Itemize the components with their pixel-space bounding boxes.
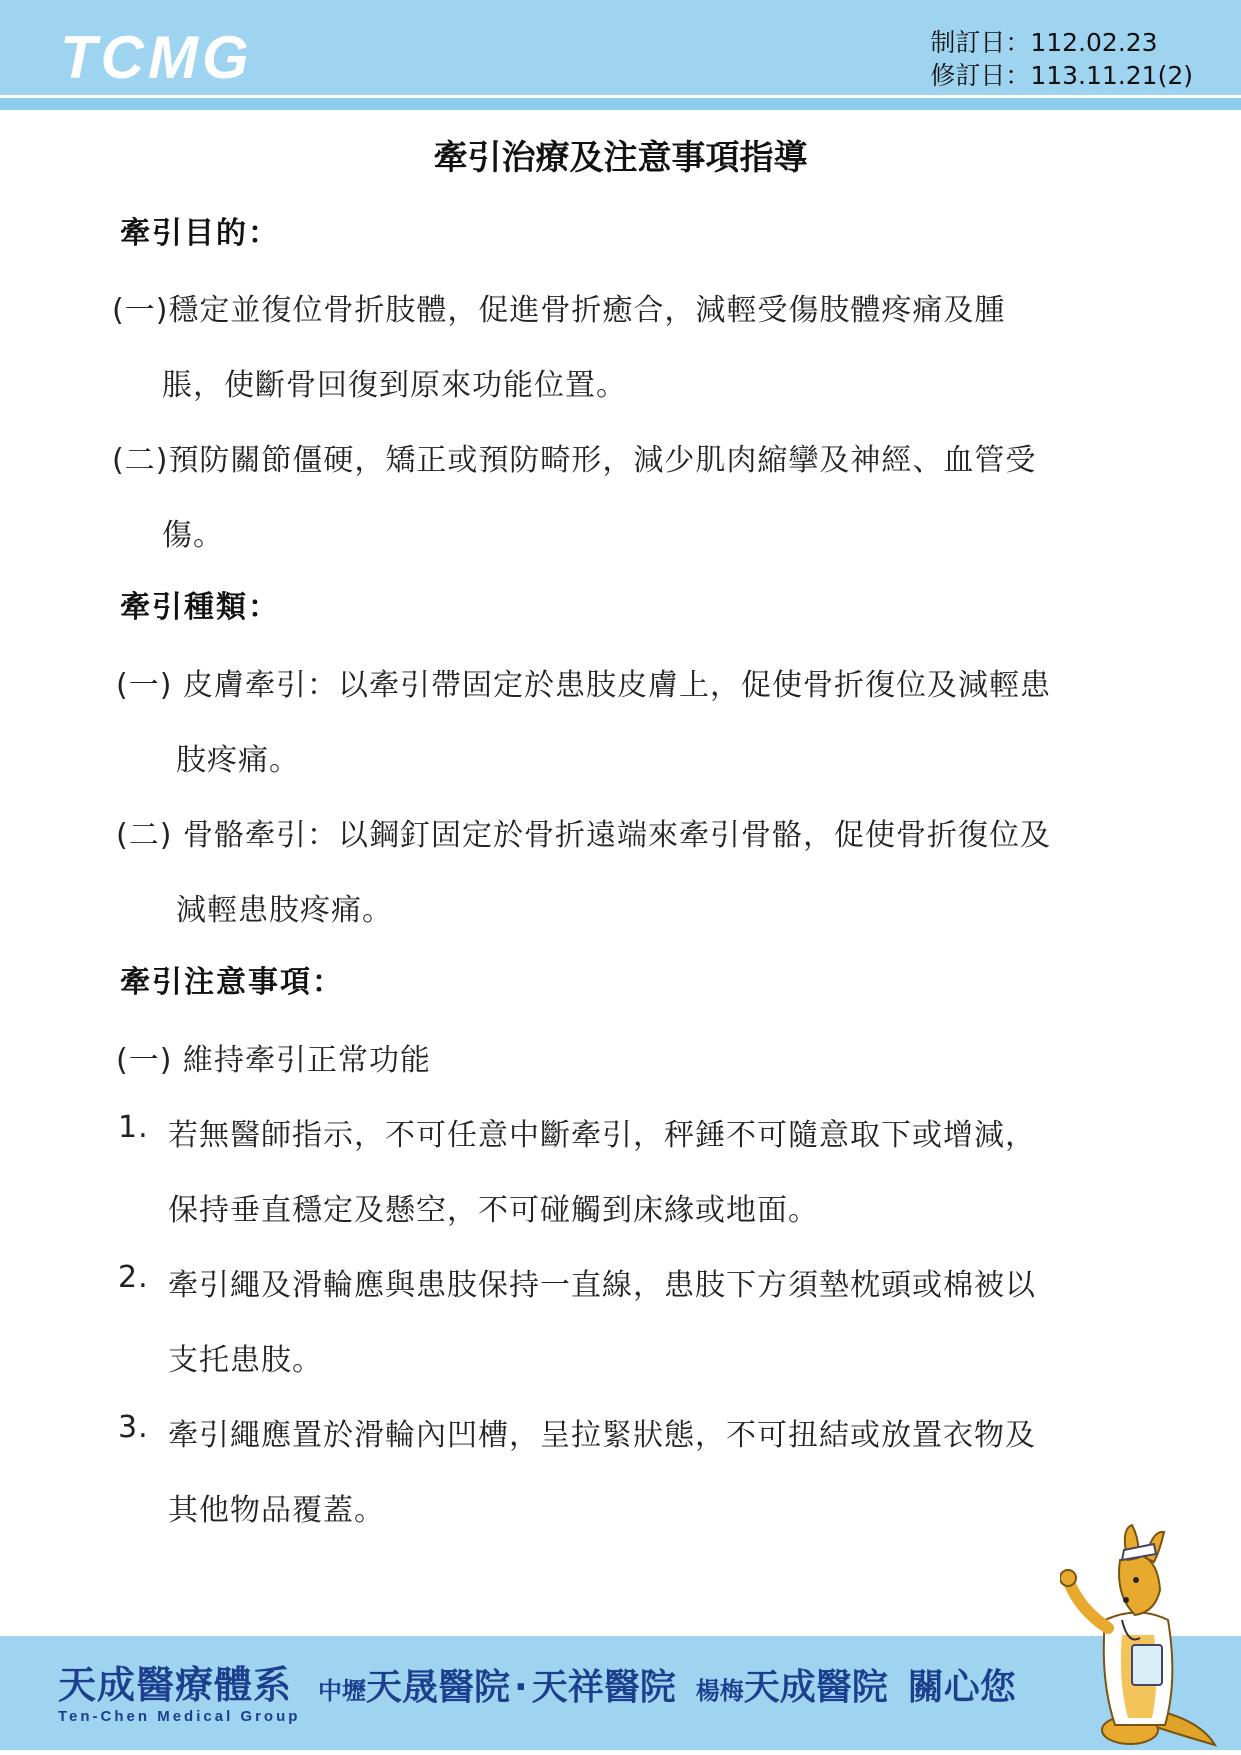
precaution-item-3-line-2: 其他物品覆蓋。 bbox=[168, 1493, 385, 1528]
created-date: 制訂日：112.02.23 bbox=[930, 28, 1158, 57]
types-item-1-text: 皮膚牽引：以牽引帶固定於患肢皮膚上，促使骨折復位及減輕患 bbox=[182, 668, 1051, 703]
tcmg-logo: TCMG bbox=[60, 24, 253, 91]
footer-location-2: 楊梅 bbox=[695, 1677, 744, 1705]
purpose-item-1-line-1 bbox=[112, 285, 1005, 329]
types-item-1-marker: (一) bbox=[116, 668, 173, 703]
footer-separator: · bbox=[514, 1667, 528, 1708]
purpose-item-2-line-2: 傷。 bbox=[162, 518, 224, 553]
purpose-item-1-text: 穩定並復位骨折肢體，促進骨折癒合，減輕受傷肢體疼痛及腫 bbox=[168, 293, 1006, 328]
footer-slogan: 關心您 bbox=[907, 1667, 1016, 1708]
purpose-item-2-marker: (二) bbox=[112, 443, 169, 478]
precaution-item-2-line-1: 牽引繩及滑輪應與患肢保持一直線，患肢下方須墊枕頭或棉被以 bbox=[168, 1268, 1036, 1303]
header-divider bbox=[0, 98, 1241, 110]
precaution-item-1-line-2: 保持垂直穩定及懸空，不可碰觸到床緣或地面。 bbox=[168, 1193, 819, 1228]
footer-hospital-2: 天祥醫院 bbox=[531, 1667, 676, 1708]
precaution-item-1-line-1: 若無醫師指示，不可任意中斷牽引，秤錘不可隨意取下或增減， bbox=[168, 1118, 1036, 1153]
footer-location-1: 中壢 bbox=[318, 1677, 366, 1705]
footer-hospital-1: 天晟醫院 bbox=[366, 1667, 511, 1708]
purpose-item-1-line-2: 脹，使斷骨回復到原來功能位置。 bbox=[162, 368, 627, 403]
types-item-1-line-2: 肢疼痛。 bbox=[176, 743, 300, 778]
footer-brand-english: Ten-Chen Medical Group bbox=[58, 1708, 301, 1725]
types-item-2-text: 骨骼牽引：以鋼釘固定於骨折遠端來牽引骨骼，促使骨折復位及 bbox=[182, 818, 1051, 853]
kangaroo-doctor-mascot-icon bbox=[1060, 1520, 1220, 1750]
precautions-subheading-text: 維持牽引正常功能 bbox=[182, 1043, 431, 1078]
types-item-2-marker: (二) bbox=[116, 818, 173, 853]
types-item-1-line-1 bbox=[116, 660, 1051, 704]
footer-brand: 天成醫療體系 bbox=[58, 1663, 293, 1707]
footer-hospital-3: 天成醫院 bbox=[743, 1667, 888, 1708]
types-item-2-line-2: 減輕患肢疼痛。 bbox=[176, 893, 393, 928]
precautions-subheading bbox=[116, 1035, 431, 1079]
revised-date: 修訂日：113.11.21(2) bbox=[930, 61, 1193, 90]
precaution-item-2-number: 2. bbox=[118, 1260, 149, 1295]
precaution-item-3-number: 3. bbox=[118, 1410, 149, 1445]
precaution-item-3-line-1: 牽引繩應置於滑輪內凹槽，呈拉緊狀態，不可扭結或放置衣物及 bbox=[168, 1418, 1036, 1453]
purpose-item-1-marker: (一) bbox=[112, 293, 169, 328]
precautions-subheading-marker: (一) bbox=[116, 1043, 173, 1078]
footer-brand-group bbox=[58, 1663, 301, 1725]
precaution-item-1-number: 1. bbox=[118, 1110, 149, 1145]
footer-hospitals bbox=[318, 1667, 1016, 1708]
revision-dates bbox=[930, 26, 1193, 92]
purpose-item-2-line-1 bbox=[112, 435, 1036, 479]
precautions-heading: 牽引注意事項： bbox=[120, 965, 344, 1000]
page-footer bbox=[0, 1636, 1241, 1750]
types-heading: 牽引種類： bbox=[120, 590, 280, 625]
purpose-heading: 牽引目的： bbox=[120, 216, 280, 251]
document-title: 牽引治療及注意事項指導 bbox=[433, 138, 808, 178]
precaution-item-2-line-2: 支托患肢。 bbox=[168, 1343, 323, 1378]
types-item-2-line-1 bbox=[116, 810, 1051, 854]
purpose-item-2-text: 預防關節僵硬，矯正或預防畸形，減少肌肉縮攣及神經、血管受 bbox=[168, 443, 1037, 478]
page-header bbox=[0, 0, 1241, 95]
